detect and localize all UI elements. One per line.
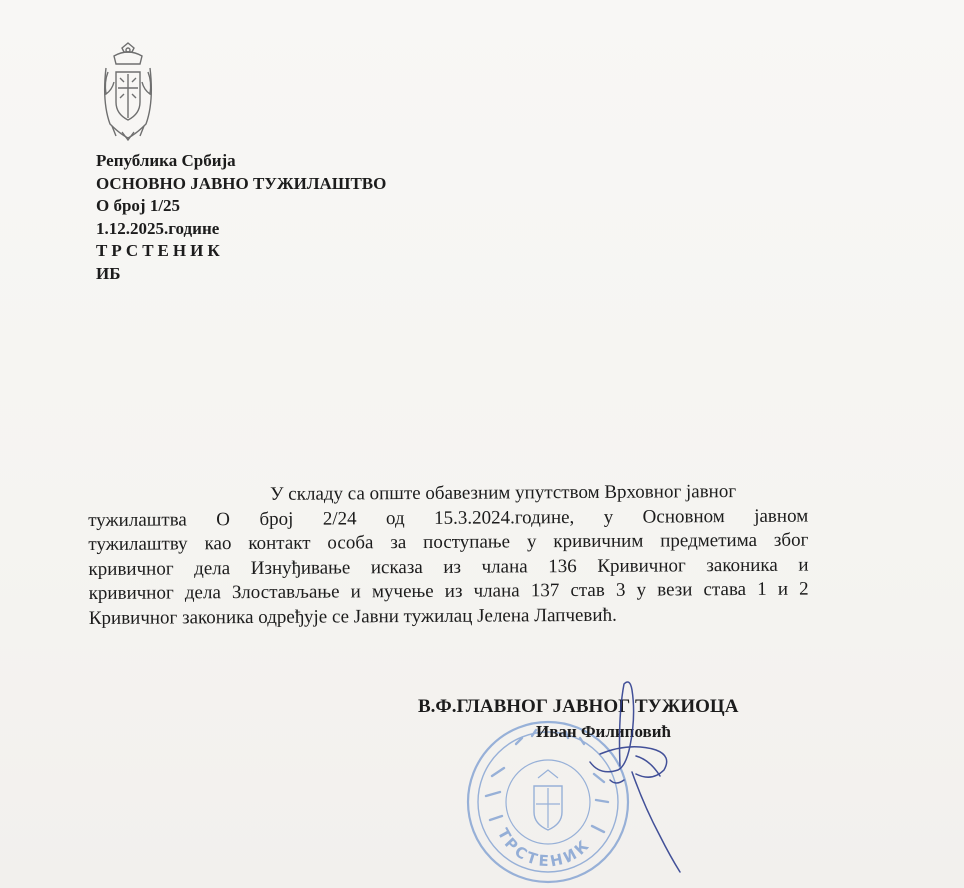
body-line: тужилаштва О број 2/24 од 15.3.2024.године, у Основном јавном <box>88 505 809 531</box>
office-name: ОСНОВНО ЈАВНО ТУЖИЛАШТВО <box>96 173 387 193</box>
handwritten-signature <box>560 676 700 876</box>
body-line: тужилаштву као контакт особа за поступање у кривичним предметима због <box>88 529 809 555</box>
coat-of-arms-icon <box>100 42 156 142</box>
signatory-name: Иван Филиповић <box>536 722 671 741</box>
city-name: ТРСТЕНИК <box>96 241 224 260</box>
signatory-title: В.Ф.ГЛАВНОГ ЈАВНОГ ТУЖИОЦА <box>418 696 739 717</box>
document-date: 1.12.2025.године <box>96 218 220 238</box>
country-name: Република Србија <box>96 151 236 170</box>
document-header <box>96 150 386 285</box>
case-number: О број 1/25 <box>96 196 181 215</box>
body-paragraph <box>88 480 809 631</box>
body-line: Кривичног законика одређује се Јавни тужилац Јелена Лапчевић. <box>88 604 617 629</box>
body-line: кривичног дела Злостављање и мучење из члана 137 став 3 у вези става 1 и 2 <box>88 578 809 604</box>
body-line: кривичног дела Изнуђивање исказа из члана 136 Кривичног законика и <box>88 554 809 580</box>
author-initials: ИБ <box>96 263 121 283</box>
stamp-city-text: ТРСТЕНИК <box>493 825 595 871</box>
body-line: У складу са опште обавезним упутством Врховног јавног <box>270 481 737 505</box>
